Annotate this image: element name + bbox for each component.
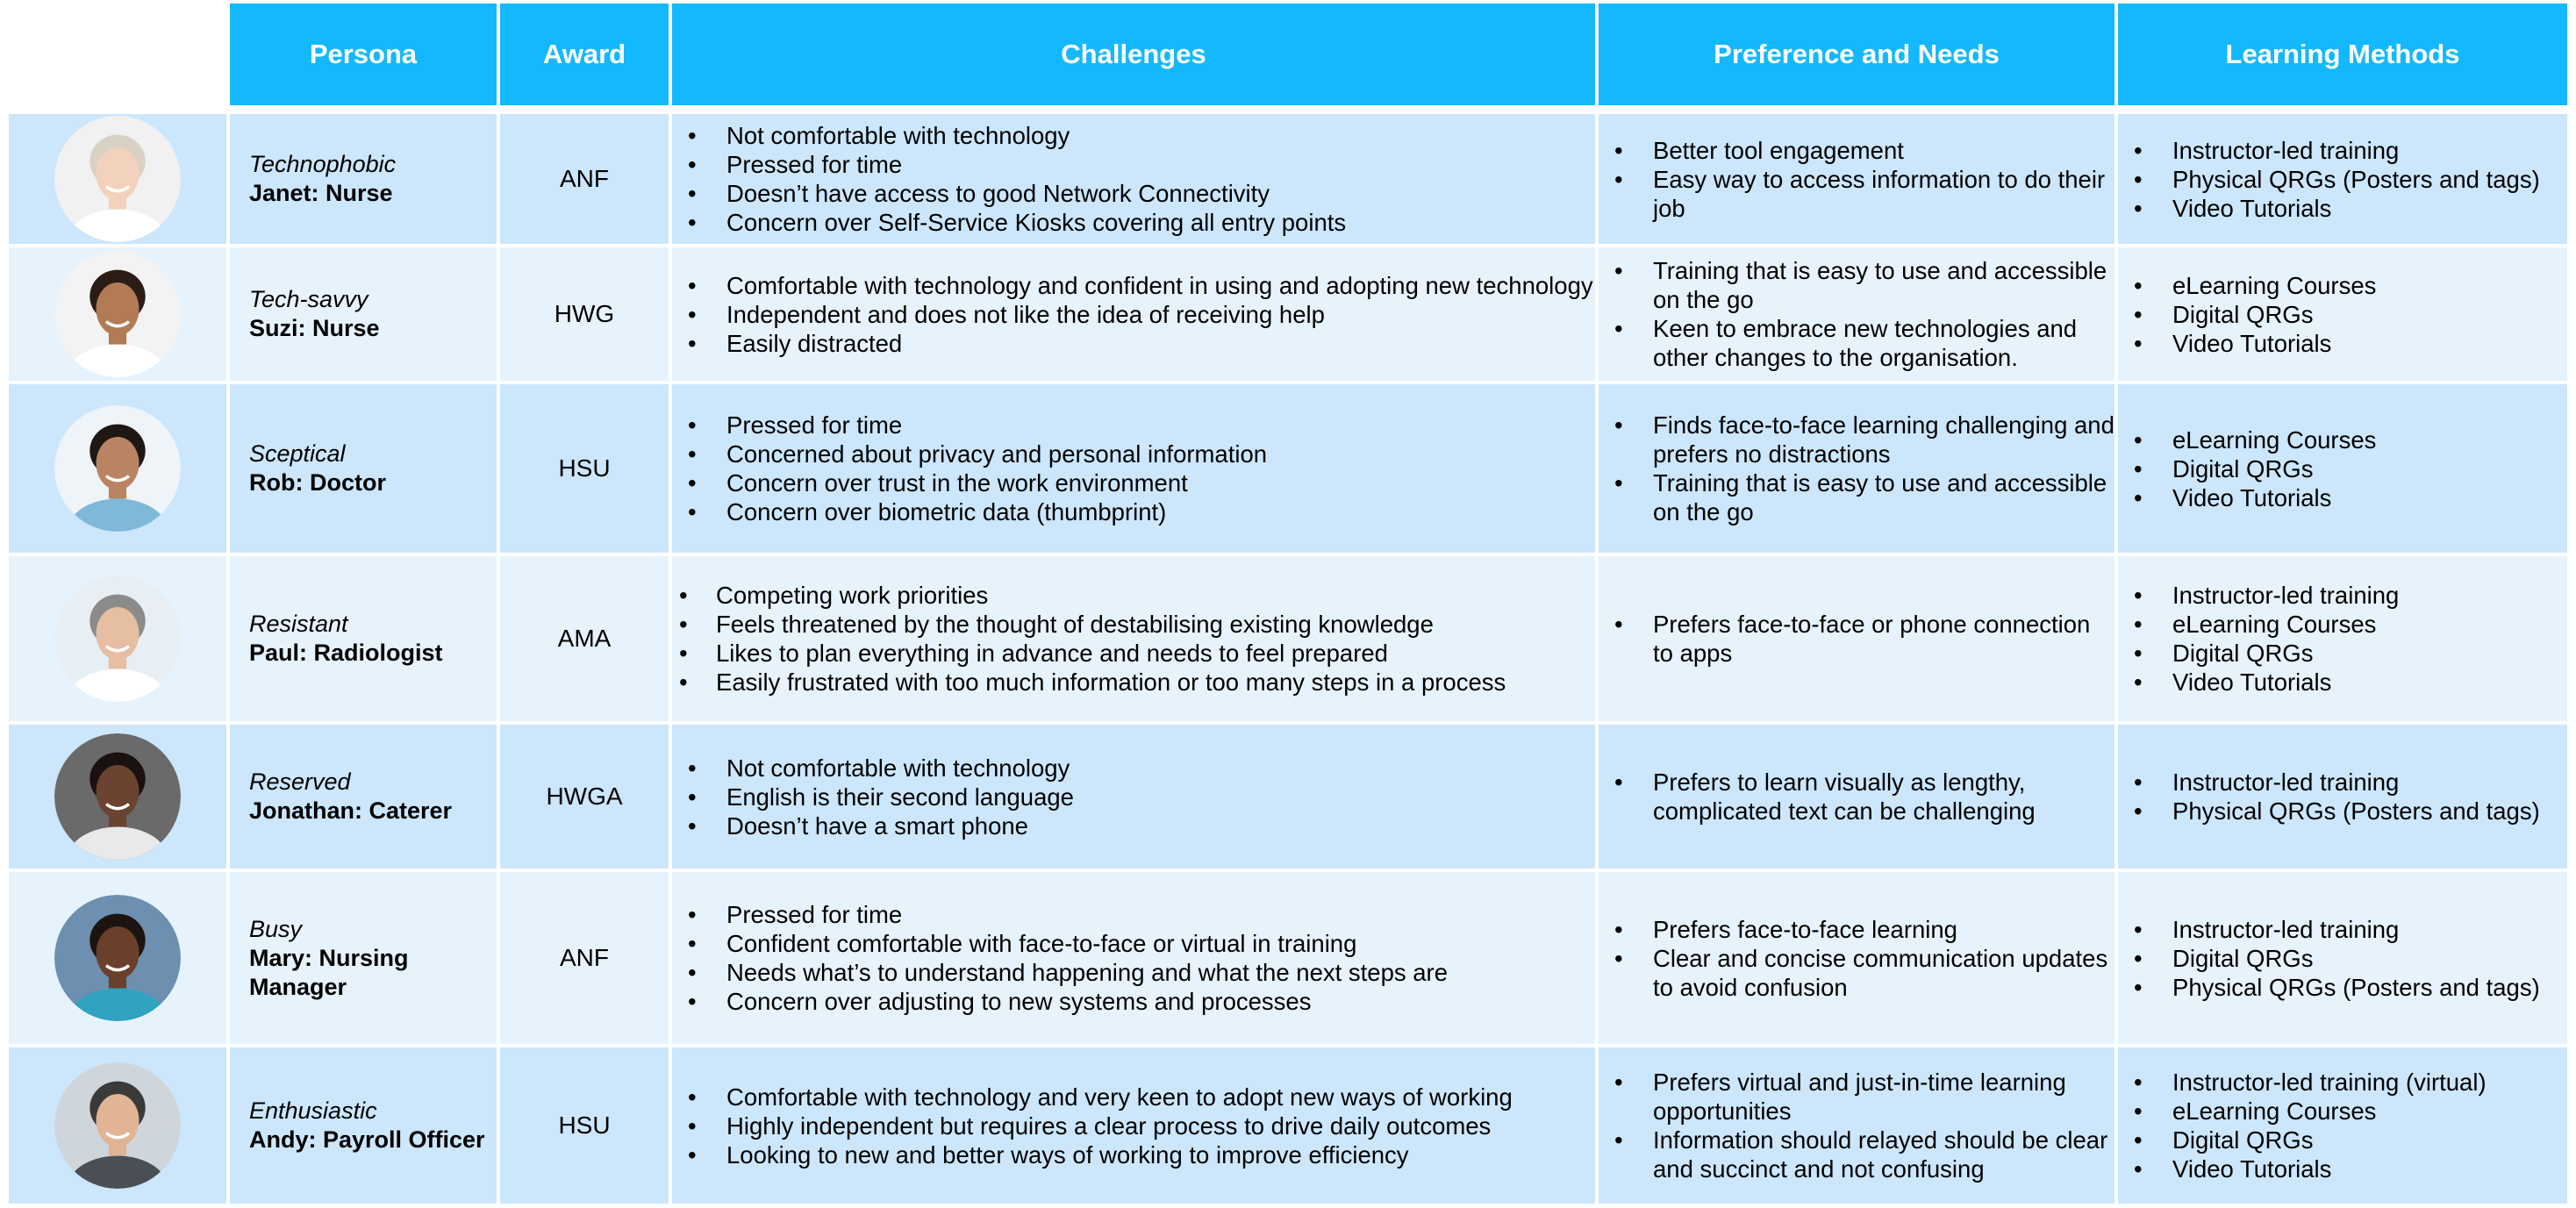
row-5-learning-cell xyxy=(2118,725,2567,868)
persona-name: Suzi: Nurse xyxy=(249,315,380,341)
challenges-item: • Concern over biometric data (thumbprint) xyxy=(672,497,1595,526)
challenges-list xyxy=(672,121,1595,237)
challenges-item: • Easily distracted xyxy=(672,329,1595,358)
row-4-learning-cell xyxy=(2118,556,2567,721)
row-4-preferences-cell xyxy=(1599,556,2114,721)
row-6-award-cell xyxy=(500,872,669,1044)
challenges-item: • Doesn’t have access to good Network Connectivity xyxy=(672,179,1595,208)
learning-list xyxy=(2118,581,2567,697)
preferences-list xyxy=(1599,768,2114,826)
challenges-item: • English is their second language xyxy=(672,783,1595,811)
persona-label xyxy=(249,285,380,343)
award-code: HWGA xyxy=(546,783,623,810)
learning-item: • Digital QRGs xyxy=(2118,639,2567,668)
row-1-challenges-cell xyxy=(672,114,1595,244)
row-3-preferences-cell xyxy=(1599,384,2114,553)
row-6-challenges-cell xyxy=(672,872,1595,1044)
challenges-item: • Comfortable with technology and confident in using and adopting new technology xyxy=(672,271,1595,300)
row-1-preferences-cell xyxy=(1599,114,2114,244)
preferences-list xyxy=(1599,411,2114,526)
row-6-preferences-cell xyxy=(1599,872,2114,1044)
persona-type: Busy xyxy=(249,915,303,942)
persona-type: Resistant xyxy=(249,611,348,637)
row-7-persona-cell xyxy=(230,1047,497,1204)
preferences-item: • Clear and concise communication updates to avoid confusion xyxy=(1599,944,2114,1002)
header-persona: Persona xyxy=(230,4,497,105)
header-preference-and-needs: Preference and Needs xyxy=(1599,4,2114,105)
row-3-learning-cell xyxy=(2118,384,2567,553)
row-3-award-cell xyxy=(500,384,669,553)
learning-item: • Physical QRGs (Posters and tags) xyxy=(2118,797,2567,826)
learning-item: • Digital QRGs xyxy=(2118,944,2567,973)
row-2-persona-cell xyxy=(230,247,497,381)
learning-item: • Physical QRGs (Posters and tags) xyxy=(2118,165,2567,194)
row-6-persona-cell xyxy=(230,872,497,1044)
challenges-list xyxy=(672,1083,1595,1169)
nurse-portrait-icon xyxy=(54,251,181,377)
learning-list xyxy=(2118,271,2567,358)
row-4-challenges-cell xyxy=(672,556,1595,721)
manager-portrait-icon xyxy=(54,895,181,1021)
learning-item: • Video Tutorials xyxy=(2118,329,2567,358)
learning-item: • Digital QRGs xyxy=(2118,454,2567,483)
challenges-item: • Easily frustrated with too much information or too many steps in a process xyxy=(672,668,1595,697)
learning-item: • eLearning Courses xyxy=(2118,610,2567,639)
radiologist-portrait-icon xyxy=(54,575,181,702)
challenges-list xyxy=(672,900,1595,1016)
header-learning-methods: Learning Methods xyxy=(2118,4,2567,105)
learning-item: • Instructor-led training xyxy=(2118,768,2567,797)
persona-type: Tech-savvy xyxy=(249,286,369,312)
persona-type: Reserved xyxy=(249,768,351,795)
learning-item: • Instructor-led training xyxy=(2118,915,2567,944)
persona-label xyxy=(249,768,452,826)
award-code: AMA xyxy=(557,625,612,652)
persona-name: Janet: Nurse xyxy=(249,180,393,206)
row-3-persona-cell xyxy=(230,384,497,553)
learning-item: • Physical QRGs (Posters and tags) xyxy=(2118,973,2567,1002)
header-award: Award xyxy=(500,4,669,105)
persona-name: Mary: Nursing Manager xyxy=(249,944,409,1000)
row-4-photo-cell xyxy=(9,556,226,721)
preferences-item: • Training that is easy to use and accessible on the go xyxy=(1599,256,2114,314)
row-4-award-cell xyxy=(500,556,669,721)
row-7-photo-cell xyxy=(9,1047,226,1204)
challenges-item: • Needs what’s to understand happening and what the next steps are xyxy=(672,958,1595,987)
persona-name: Paul: Radiologist xyxy=(249,640,443,666)
officer-portrait-icon xyxy=(54,1062,181,1189)
persona-label xyxy=(249,440,386,497)
learning-item: • Video Tutorials xyxy=(2118,1154,2567,1183)
doctor-portrait-icon xyxy=(54,405,181,532)
learning-item: • Video Tutorials xyxy=(2118,668,2567,697)
challenges-item: • Looking to new and better ways of working to improve efficiency xyxy=(672,1140,1595,1169)
learning-list xyxy=(2118,136,2567,223)
challenges-item: • Comfortable with technology and very keen to adopt new ways of working xyxy=(672,1083,1595,1112)
challenges-item: • Independent and does not like the idea of receiving help xyxy=(672,300,1595,329)
challenges-item: • Concern over trust in the work environment xyxy=(672,468,1595,497)
persona-name: Jonathan: Caterer xyxy=(249,797,453,824)
learning-list xyxy=(2118,768,2567,826)
row-5-award-cell xyxy=(500,725,669,868)
persona-name: Andy: Payroll Officer xyxy=(249,1126,485,1153)
preferences-item: • Prefers face-to-face or phone connection to apps xyxy=(1599,610,2114,668)
row-2-preferences-cell xyxy=(1599,247,2114,381)
header-challenges: Challenges xyxy=(672,4,1595,105)
challenges-item: • Pressed for time xyxy=(672,150,1595,179)
learning-item: • Instructor-led training (virtual) xyxy=(2118,1068,2567,1097)
challenges-item: • Confident comfortable with face-to-face or virtual in training xyxy=(672,929,1595,958)
challenges-item: • Pressed for time xyxy=(672,900,1595,929)
preferences-item: • Training that is easy to use and accessible on the go xyxy=(1599,468,2114,526)
row-6-learning-cell xyxy=(2118,872,2567,1044)
row-1-persona-cell xyxy=(230,114,497,244)
row-1-learning-cell xyxy=(2118,114,2567,244)
challenges-list xyxy=(672,271,1595,358)
row-2-award-cell xyxy=(500,247,669,381)
challenges-list xyxy=(672,411,1595,526)
challenges-item: • Not comfortable with technology xyxy=(672,121,1595,150)
challenges-item: • Pressed for time xyxy=(672,411,1595,440)
preferences-item: • Prefers to learn visually as lengthy, complicated text can be challenging xyxy=(1599,768,2114,826)
row-7-learning-cell xyxy=(2118,1047,2567,1204)
learning-item: • Video Tutorials xyxy=(2118,483,2567,512)
row-5-challenges-cell xyxy=(672,725,1595,868)
challenges-item: • Doesn’t have a smart phone xyxy=(672,811,1595,840)
challenges-item: • Concern over Self-Service Kiosks covering all entry points xyxy=(672,208,1595,237)
challenges-item: • Competing work priorities xyxy=(672,581,1595,610)
preferences-item: • Better tool engagement xyxy=(1599,136,2114,165)
row-2-photo-cell xyxy=(9,247,226,381)
award-code: HWG xyxy=(554,300,615,327)
challenges-item: • Not comfortable with technology xyxy=(672,754,1595,783)
preferences-list xyxy=(1599,136,2114,223)
learning-item: • eLearning Courses xyxy=(2118,425,2567,454)
row-7-award-cell xyxy=(500,1047,669,1204)
nurse-portrait-icon xyxy=(54,116,181,242)
row-5-preferences-cell xyxy=(1599,725,2114,868)
persona-label xyxy=(249,915,497,1002)
preferences-item: • Finds face-to-face learning challenging and prefers no distractions xyxy=(1599,411,2114,468)
row-1-award-cell xyxy=(500,114,669,244)
award-code: HSU xyxy=(558,1112,611,1139)
row-1-photo-cell xyxy=(9,114,226,244)
row-3-photo-cell xyxy=(9,384,226,553)
learning-list xyxy=(2118,915,2567,1002)
challenges-item: • Feels threatened by the thought of destabilising existing knowledge xyxy=(672,610,1595,639)
persona-type: Sceptical xyxy=(249,440,346,467)
award-code: HSU xyxy=(558,454,611,482)
learning-item: • Digital QRGs xyxy=(2118,1126,2567,1154)
row-7-challenges-cell xyxy=(672,1047,1595,1204)
learning-list xyxy=(2118,425,2567,512)
learning-item: • eLearning Courses xyxy=(2118,1097,2567,1126)
persona-name: Rob: Doctor xyxy=(249,469,386,496)
persona-label xyxy=(249,1097,485,1154)
persona-type: Technophobic xyxy=(249,151,397,177)
preferences-list xyxy=(1599,610,2114,668)
learning-item: • Instructor-led training xyxy=(2118,581,2567,610)
persona-label xyxy=(249,610,443,668)
learning-item: • Digital QRGs xyxy=(2118,300,2567,329)
preferences-item: • Easy way to access information to do their job xyxy=(1599,165,2114,223)
learning-item: • eLearning Courses xyxy=(2118,271,2567,300)
challenges-item: • Concern over adjusting to new systems and processes xyxy=(672,987,1595,1016)
preferences-list xyxy=(1599,256,2114,372)
row-3-challenges-cell xyxy=(672,384,1595,553)
row-4-persona-cell xyxy=(230,556,497,721)
persona-type: Enthusiastic xyxy=(249,1097,377,1124)
preferences-item: • Prefers face-to-face learning xyxy=(1599,915,2114,944)
challenges-item: • Highly independent but requires a clear process to drive daily outcomes xyxy=(672,1112,1595,1140)
row-5-persona-cell xyxy=(230,725,497,868)
preferences-item: • Prefers virtual and just-in-time learning opportunities xyxy=(1599,1068,2114,1126)
challenges-item: • Concerned about privacy and personal information xyxy=(672,440,1595,468)
preferences-list xyxy=(1599,1068,2114,1183)
preferences-item: • Information should relayed should be clear and succinct and not confusing xyxy=(1599,1126,2114,1183)
challenges-item: • Likes to plan everything in advance and needs to feel prepared xyxy=(672,639,1595,668)
challenges-list xyxy=(672,581,1595,697)
row-2-learning-cell xyxy=(2118,247,2567,381)
row-7-preferences-cell xyxy=(1599,1047,2114,1204)
row-6-photo-cell xyxy=(9,872,226,1044)
award-code: ANF xyxy=(560,165,609,192)
persona-label xyxy=(249,150,396,208)
challenges-list xyxy=(672,754,1595,840)
learning-item: • Video Tutorials xyxy=(2118,194,2567,223)
caterer-portrait-icon xyxy=(54,733,181,860)
learning-item: • Instructor-led training xyxy=(2118,136,2567,165)
learning-list xyxy=(2118,1068,2567,1183)
award-code: ANF xyxy=(560,944,609,971)
row-2-challenges-cell xyxy=(672,247,1595,381)
preferences-list xyxy=(1599,915,2114,1002)
row-5-photo-cell xyxy=(9,725,226,868)
preferences-item: • Keen to embrace new technologies and other changes to the organisation. xyxy=(1599,314,2114,372)
